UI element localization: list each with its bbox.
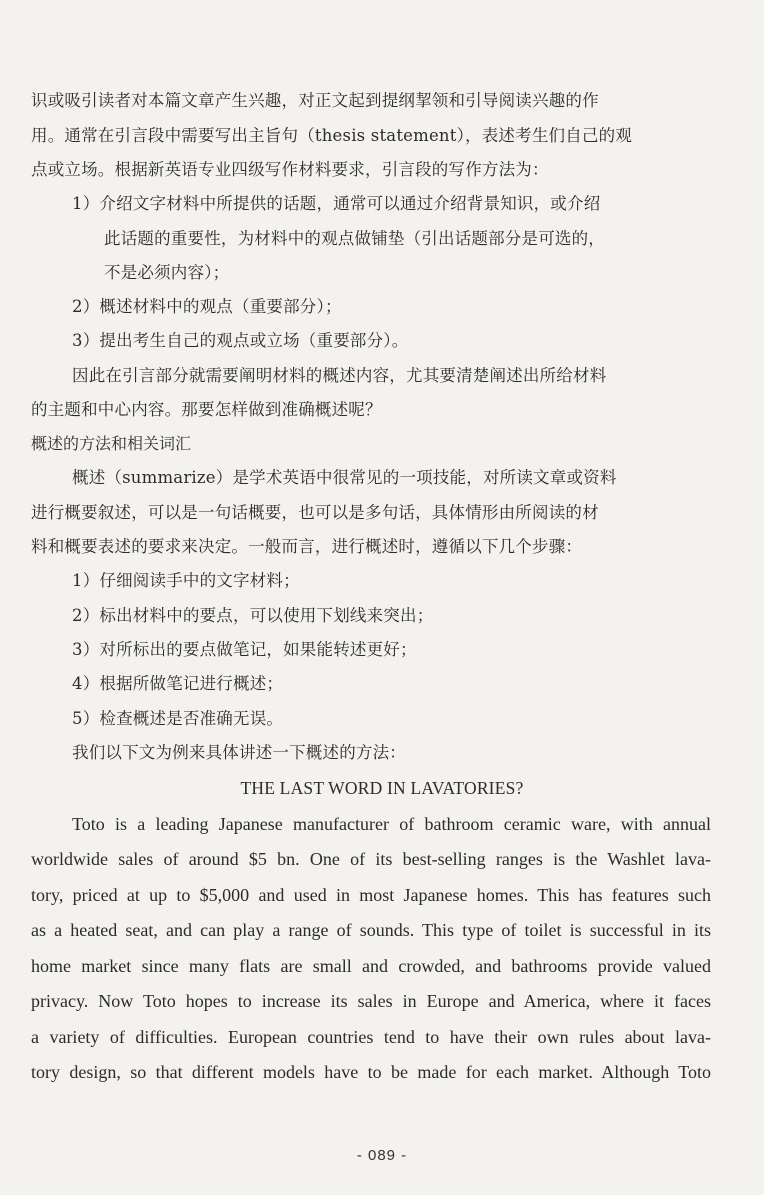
summary-step-5: 5）检查概述是否准确无误。 (72, 709, 284, 728)
intro-step-1-cont-2: 不是必须内容）； (104, 263, 230, 282)
article-line-1: Toto is a leading Japanese manufacturer of bathroom ceramic ware, with annual (72, 814, 711, 834)
summary-step-4: 4）根据所做笔记进行概述； (72, 674, 284, 693)
page-number: - 089 - (356, 1147, 408, 1164)
article-line-5: home market since many flats are small and crowded, and bathrooms provide valued (31, 956, 711, 976)
intro-line-3: 点或立场。根据新英语专业四级写作材料要求，引言段的写作方法为： (31, 160, 549, 179)
section-heading: 概述的方法和相关词汇 (31, 434, 192, 453)
summary-step-1: 1）仔细阅读手中的文字材料； (72, 571, 300, 590)
summary-line-3: 料和概要表述的要求来决定。一般而言，进行概述时，遵循以下几个步骤： (31, 537, 583, 556)
summary-line-1: 概述（summarize）是学术英语中很常见的一项技能，对所读文章或资料 (72, 468, 617, 487)
article-line-8: tory design, so that different models have to be made for each market. Although Toto (31, 1062, 711, 1082)
article-line-7: a variety of difficulties. European countries tend to have their own rules about lava- (31, 1027, 711, 1047)
article-line-6: privacy. Now Toto hopes to increase its sales in Europe and America, where it faces (31, 991, 711, 1011)
summary-step-3: 3）对所标出的要点做笔记，如果能转述更好； (72, 640, 417, 659)
summary-step-2: 2）标出材料中的要点，可以使用下划线来突出； (72, 606, 434, 625)
intro-line-2: 用。通常在引言段中需要写出主旨句（thesis statement），表述考生们自己的观 (31, 126, 633, 145)
intro-step-1-cont: 此话题的重要性，为材料中的观点做铺垫（引出话题部分是可选的， (104, 229, 605, 248)
article-line-4: as a heated seat, and can play a range of sounds. This type of toilet is successful in its (31, 920, 711, 940)
article-line-2: worldwide sales of around $5 bn. One of its best-selling ranges is the Washlet lava- (31, 849, 711, 869)
article-line-3: tory, priced at up to $5,000 and used in most Japanese homes. This has features such (31, 885, 711, 905)
intro-step-1: 1）介绍文字材料中所提供的话题，通常可以通过介绍背景知识，或介绍 (72, 194, 601, 213)
transition-line-1: 因此在引言部分就需要阐明材料的概述内容，尤其要清楚阐述出所给材料 (72, 366, 607, 385)
intro-step-2: 2）概述材料中的观点（重要部分）； (72, 297, 342, 316)
example-intro: 我们以下文为例来具体讲述一下概述的方法： (72, 743, 406, 762)
transition-line-2: 的主题和中心内容。那要怎样做到准确概述呢？ (31, 400, 382, 419)
article-title: THE LAST WORD IN LAVATORIES? (240, 778, 524, 798)
summary-line-2: 进行概要叙述，可以是一句话概要，也可以是多句话，具体情形由所阅读的材 (31, 503, 599, 522)
intro-step-3: 3）提出考生自己的观点或立场（重要部分）。 (72, 331, 409, 350)
intro-line-1: 识或吸引读者对本篇文章产生兴趣，对正文起到提纲挈领和引导阅读兴趣的作 (31, 91, 599, 110)
